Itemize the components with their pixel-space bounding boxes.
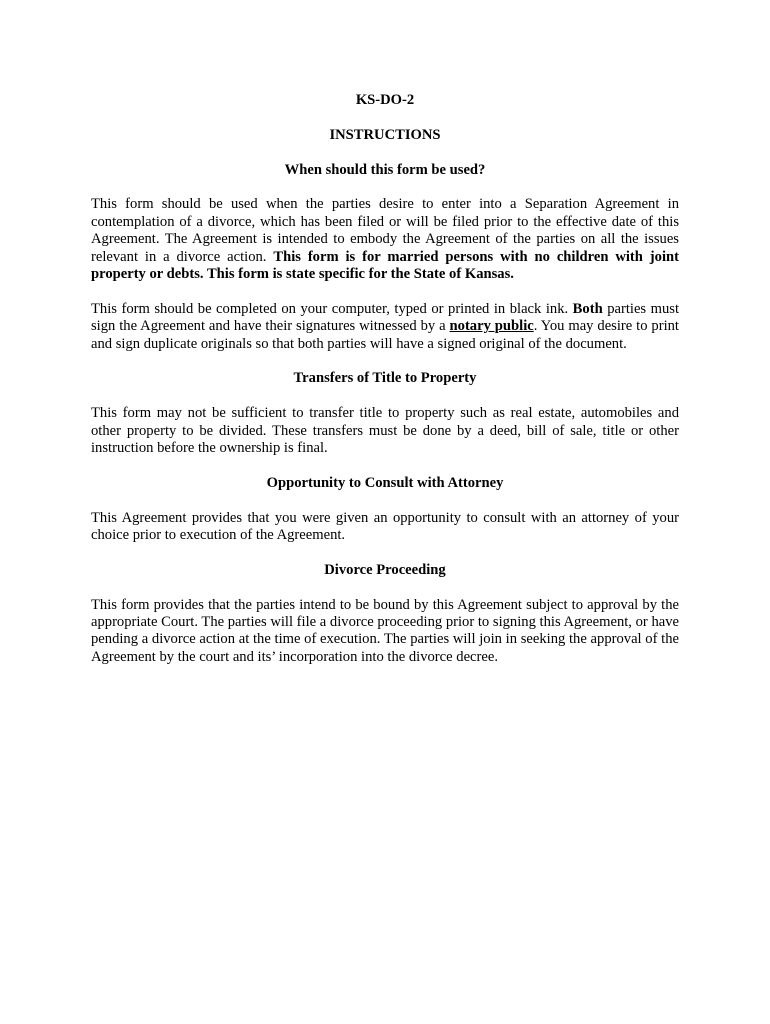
paragraph-when-1 — [91, 196, 679, 283]
document-page — [91, 92, 679, 684]
paragraph-text: . You may desire to print and sign duplicate originals so that both parties will have a signed original of the document. — [91, 318, 679, 352]
notary-public-emphasis: notary public — [449, 318, 534, 335]
paragraph-when-2 — [91, 301, 679, 353]
paragraph-attorney-1: This Agreement provides that you were given an opportunity to consult with an attorney of your choice prior to execution of the Agreement. — [91, 509, 679, 544]
document-title: INSTRUCTIONS — [329, 126, 441, 143]
paragraph-transfers-1: This form may not be sufficient to transfer title to property such as real estate, automobiles and other property to be divided. These transfers must be done by a deed, bill of sale, title or other instruction before the ownership is final. — [91, 405, 679, 457]
section-heading-attorney: Opportunity to Consult with Attorney — [266, 474, 504, 491]
paragraph-bold-text: Both — [572, 300, 603, 317]
form-id: KS-DO-2 — [355, 92, 415, 108]
section-heading-when: When should this form be used? — [284, 161, 486, 178]
section-heading-transfers: Transfers of Title to Property — [293, 370, 477, 387]
paragraph-bold-text: This form is for married persons with no children with joint property or debts. This form is state specific for the State of Kansas. — [91, 248, 679, 283]
section-heading-divorce: Divorce Proceeding — [324, 561, 446, 578]
paragraph-text: This form should be completed on your computer, typed or printed in black ink. — [91, 300, 573, 317]
paragraph-divorce-1: This form provides that the parties intend to be bound by this Agreement subject to approval by the appropriate Court. The parties will file a divorce proceeding prior to signing this Agreement, or have pending a divorce action at the time of execution. The parties will join in seeking the approval of the Agreement by the court and its’ incorporation into the divorce decree. — [91, 596, 679, 665]
paragraph-text: parties must sign the Agreement and have their signatures witnessed by a — [91, 300, 679, 335]
paragraph-text: This form should be used when the parties desire to enter into a Separation Agreement in contemplation of a divorce, which has been filed or will be filed prior to the effective date of this Agreement. The Agreement is intended to embody the Agreement of the parties on all the issues relevant in a divorce action. — [91, 196, 679, 265]
